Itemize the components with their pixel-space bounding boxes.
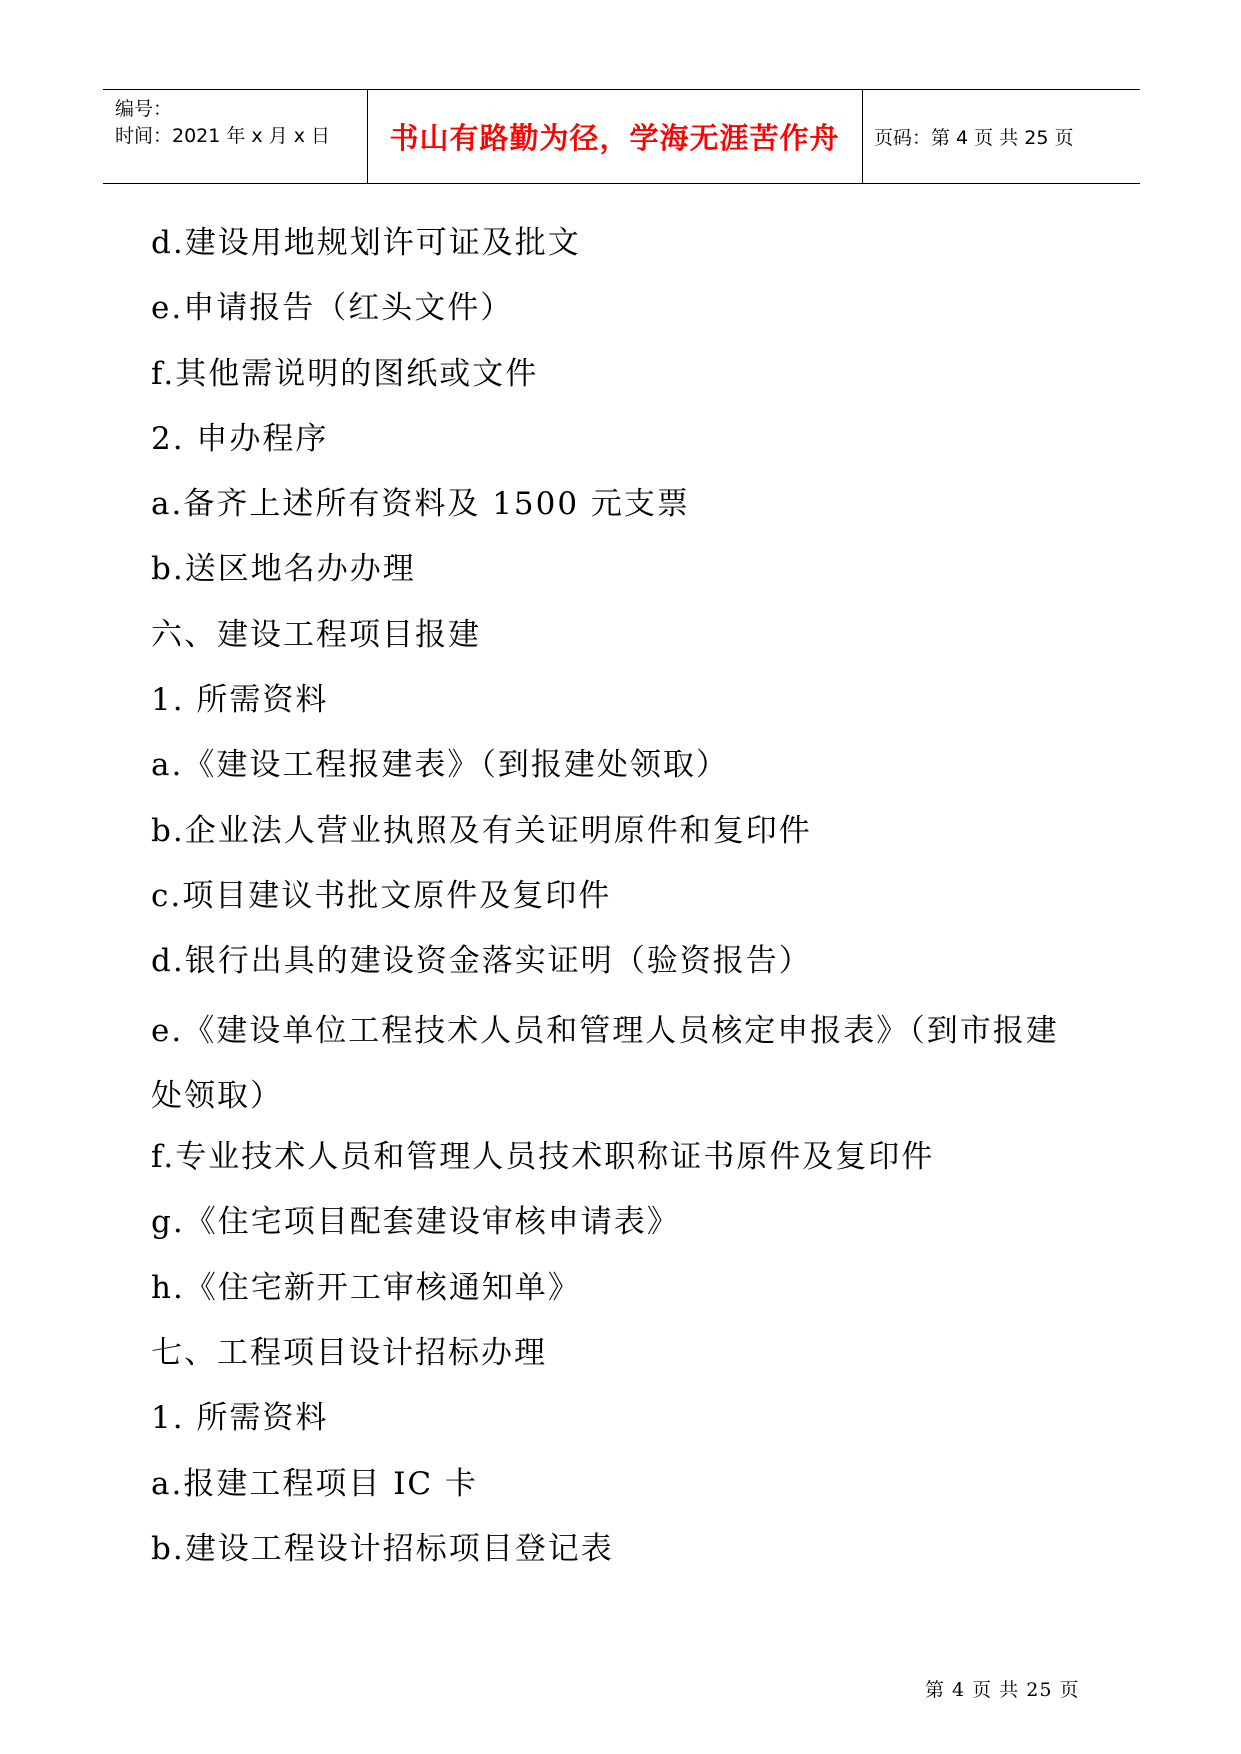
- header-page-cell: [862, 90, 1140, 183]
- number-label: 编号：: [115, 98, 173, 120]
- section-heading: 六、建设工程项目报建: [151, 616, 481, 653]
- text-line: f.其他需说明的图纸或文件: [151, 355, 539, 392]
- section-item: 1. 所需资料: [151, 682, 329, 719]
- section-item: 2. 申办程序: [151, 420, 329, 457]
- text-line: d.建设用地规划许可证及批文: [151, 225, 581, 261]
- text-line: b.送区地名办办理: [151, 551, 416, 588]
- header-motto: 书山有路勤为径，学海无涯苦作舟: [367, 90, 863, 183]
- text-line: a.报建工程项目 IC 卡: [151, 1465, 479, 1502]
- text-line: h.《住宅新开工审核通知单》: [151, 1269, 581, 1306]
- text-line: g.《住宅项目配套建设审核申请表》: [151, 1204, 680, 1241]
- text-line: b.建设工程设计招标项目登记表: [151, 1530, 614, 1567]
- text-line: a.《建设工程报建表》（到报建处领取）: [151, 747, 729, 784]
- document-body: [151, 215, 1091, 1586]
- section-heading: 七、工程项目设计招标办理: [151, 1335, 547, 1372]
- header-meta-cell: [103, 90, 368, 183]
- section-item: 1. 所需资料: [151, 1400, 329, 1437]
- text-line: a.备齐上述所有资料及 1500 元支票: [151, 486, 690, 523]
- text-line: e.申请报告（红头文件）: [151, 290, 514, 327]
- text-line: b.企业法人营业执照及有关证明原件和复印件: [151, 812, 812, 849]
- text-line: f.专业技术人员和管理人员技术职称证书原件及复印件: [151, 1139, 935, 1176]
- text-line: c.项目建议书批文原件及复印件: [151, 877, 612, 914]
- page-header: [103, 89, 1140, 184]
- page-label: 页码：第 4 页 共 25 页: [874, 127, 1074, 149]
- text-line: d.银行出具的建设资金落实证明（验资报告）: [151, 943, 812, 980]
- text-line: e.《建设单位工程技术人员和管理人员核定申报表》（到市报建处领取）: [151, 1012, 1059, 1114]
- page-footer: 第 4 页 共 25 页: [925, 1679, 1080, 1701]
- time-label: 时间：2021 年 x 月 x 日: [115, 125, 331, 147]
